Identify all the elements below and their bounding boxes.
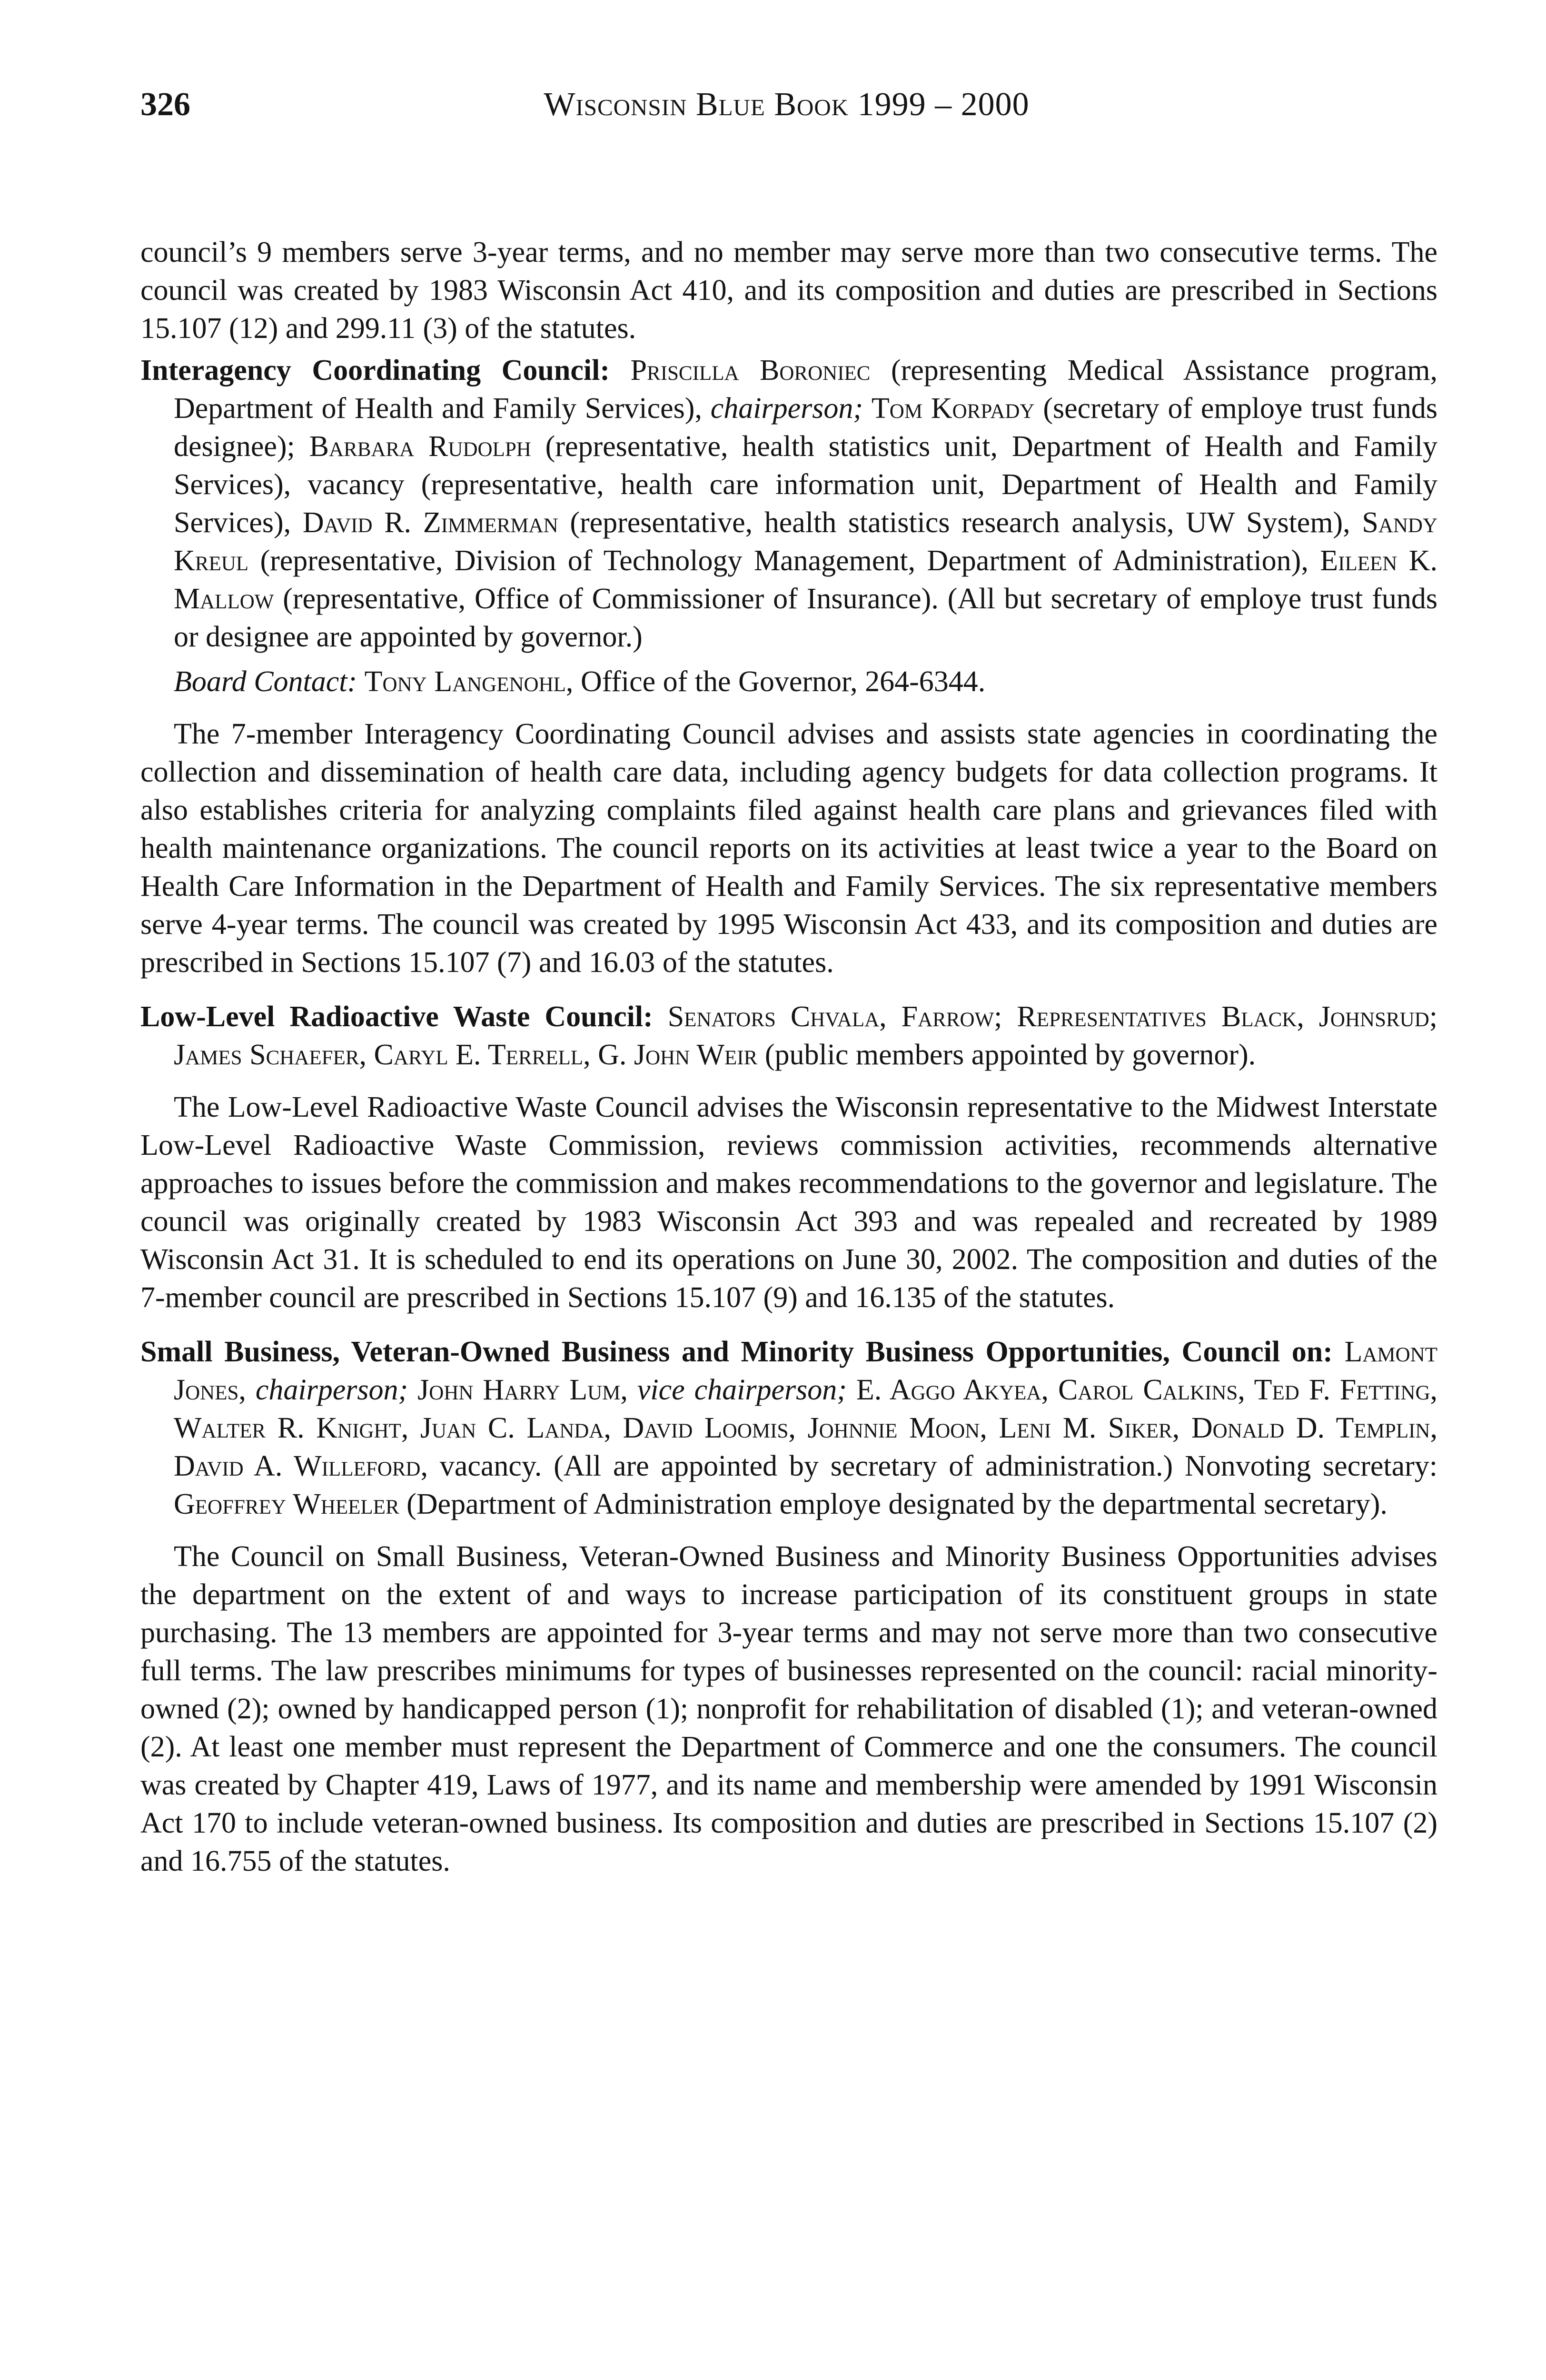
board-contact [140,663,1437,701]
page-body [140,233,1437,1880]
member-title: chairperson; [710,392,863,425]
member-name: Barbara Rudolph [309,430,531,463]
low-level-members-note: (public members appointed by governor). [764,1039,1256,1071]
interagency-council-entry [140,351,1437,656]
small-business-heading: Small Business, Veteran-Owned Business and Minority Business Opportunities, Council on: [140,1336,1333,1368]
member-title: vice chairperson; [637,1374,847,1406]
member-role: (secretary of employe trust funds designee); [174,392,1438,463]
interagency-description: The 7-member Interagency Coordinating Council advises and assists state agencies in coordinating the collection and dissemination of health care data, including agency budgets for data collection programs. It also establishes criteria for analyzing complaints filed against health care plans and grievances filed with health maintenance organizations. The council reports on its activities at least twice a year to the Board on Health Care Information in the Department of Health and Family Services. The six representative members serve 4-year terms. The council was created by 1995 Wisconsin Act 433, and its composition and duties are prescribed in Sections 15.107 (7) and 16.03 of the statutes. [140,718,1437,979]
running-title: Wisconsin Blue Book 1999 – 2000 [544,86,1030,123]
small-business-council-entry [140,1333,1437,1523]
member-name: Tom Korpady [871,392,1035,425]
interagency-heading: Interagency Coordinating Council: [140,354,610,387]
member-title: chairperson; [255,1374,408,1406]
member-name: Eileen K. Mallow [174,545,1438,615]
board-contact-name: Tony Langenohl, [364,665,574,698]
page-header [140,83,1433,136]
member-name: David R. Zimmerman [302,506,558,539]
member-name: Priscilla Boroniec [630,354,871,387]
member-name: Sandy Kreul [174,506,1438,577]
member-name: Lamont Jones, [174,1336,1437,1406]
board-contact-details: Office of the Governor, 264-6344. [580,665,986,698]
member-role: (representative, health statistics research analysis, UW System), [570,506,1350,539]
intro-paragraph: council’s 9 members serve 3-year terms, and no member may serve more than two consecutive terms. The council was created by 1983 Wisconsin Act 410, and its composition and duties are prescribed in Sections 15.107 (12) and 299.11 (3) of the statutes. [140,236,1437,345]
low-level-council-entry [140,998,1437,1074]
secretary-name: Geoffrey Wheeler [174,1488,399,1520]
member-name: John Harry Lum, [417,1374,628,1406]
page-number: 326 [140,86,190,123]
member-role: (representing Medical Assistance program, Department of Health and Family Services), [174,354,1438,425]
small-business-members: E. Aggo Akyea, Carol Calkins, Ted F. Fetting, Walter R. Knight, Juan C. Landa, David Loomis, Johnnie Moon, Leni M. Siker, Donald D. Templin, David A. Willeford, [174,1374,1438,1482]
small-business-description: The Council on Small Business, Veteran-Owned Business and Minority Business Opportunities advises the department on the extent of and ways to increase participation of its constituent groups in state purchasing. The 13 members are appointed for 3-year terms and may not serve more than two consecutive full terms. The law prescribes minimums for types of businesses represented on the council: racial minority-owned (2); owned by handicapped person (1); nonprofit for rehabilitation of disabled (1); and veteran-owned (2). At least one member must represent the Department of Commerce and one the consumers. The council was created by Chapter 419, Laws of 1977, and its name and membership were amended by 1991 Wisconsin Act 170 to include veteran-owned business. Its composition and duties are prescribed in Sections 15.107 (2) and 16.755 of the statutes. [140,1540,1437,1877]
member-role: (representative, Division of Technology Management, Department of Administration), [260,545,1308,577]
low-level-members: Senators Chvala, Farrow; Representatives Black, Johnsrud; James Schaefer, Caryl E. Terrell, G. John Weir [174,1001,1438,1071]
low-level-heading: Low-Level Radioactive Waste Council: [140,1001,653,1033]
low-level-description: The Low-Level Radioactive Waste Council advises the Wisconsin representative to the Midwest Interstate Low-Level Radioactive Waste Commission, reviews commission activities, recommends alternative approaches to issues before the commission and makes recommendations to the governor and legislature. The council was originally created by 1983 Wisconsin Act 393 and was repealed and recreated by 1989 Wisconsin Act 31. It is scheduled to end its operations on June 30, 2002. The composition and duties of the 7-member council are prescribed in Sections 15.107 (9) and 16.135 of the statutes. [140,1091,1437,1314]
board-contact-label: Board Contact: [174,665,357,698]
small-business-members-note: vacancy. (All are appointed by secretary of administration.) Nonvoting secretary: [439,1450,1437,1482]
member-role: (representative, Office of Commissioner of Insurance). (All but secretary of employe trust funds or designee are appointed by governor.) [174,583,1438,653]
member-role: (representative, health statistics unit, Department of Health and Family Services), vacancy (representative, health care information unit, Department of Health and Family Services), [174,430,1438,539]
secretary-details: (Department of Administration employe designated by the departmental secretary). [406,1488,1387,1520]
